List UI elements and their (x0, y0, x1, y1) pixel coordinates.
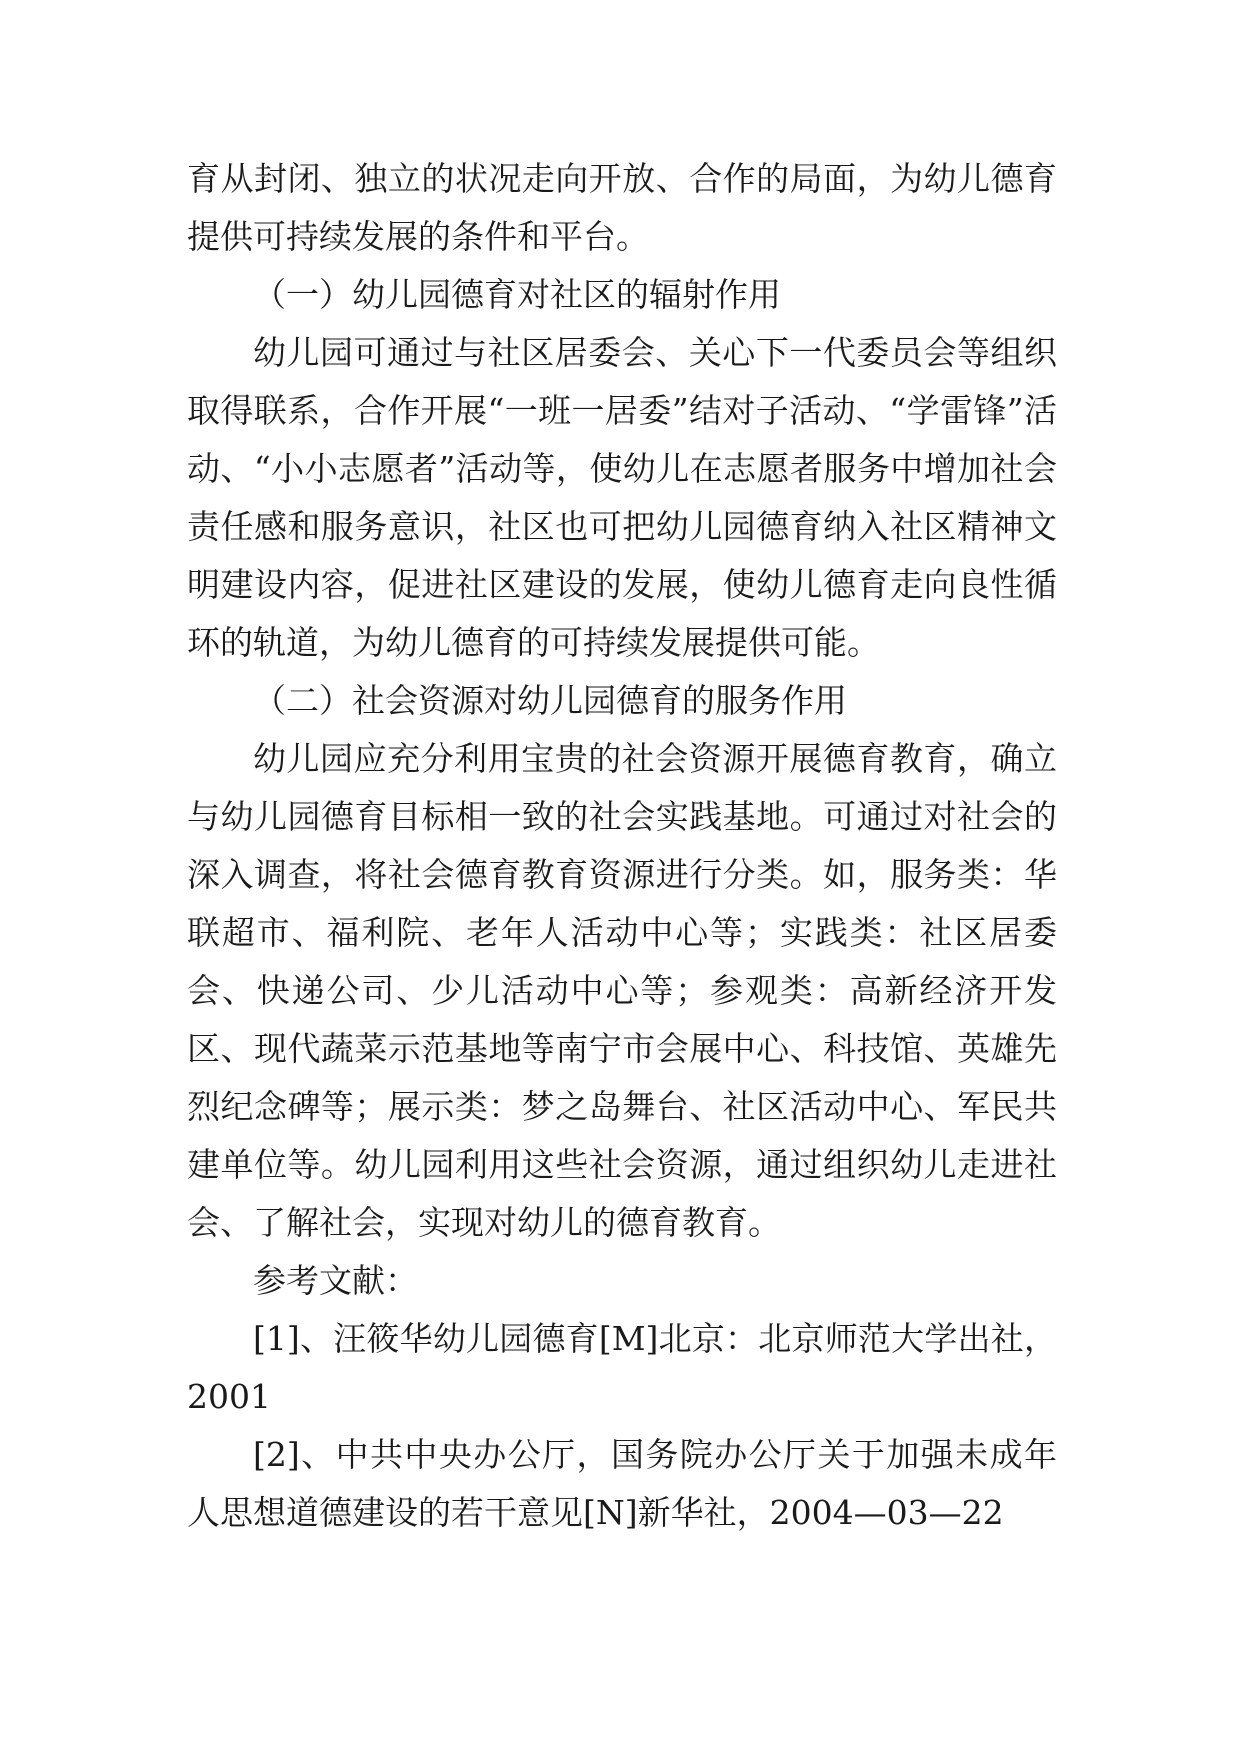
paragraph-social-resources: 幼儿园应充分利用宝贵的社会资源开展德育教育，确立与幼儿园德育目标相一致的社会实践基地。可通过对社会的深入调查，将社会德育教育资源进行分类。如，服务类：华联超市、福利院、老年人活动中心等；实践类：社区居委会、快递公司、少儿活动中心等；参观类：高新经济开发区、现代蔬菜示范基地等南宁市会展中心、科技馆、英雄先烈纪念碑等；展示类：梦之岛舞台、社区活动中心、军民共建单位等。幼儿园利用这些社会资源，通过组织幼儿走进社会、了解社会，实现对幼儿的德育教育。 (187, 739, 1057, 1242)
section-heading-1: （一）幼儿园德育对社区的辐射作用 (253, 275, 781, 314)
references-heading: 参考文献： (253, 1261, 418, 1300)
section-heading-2: （二）社会资源对幼儿园德育的服务作用 (253, 681, 847, 720)
reference-item-1: [1]、汪筱华幼儿园德育[M]北京：北京师范大学出社，2001 (187, 1319, 1057, 1416)
document-page (187, 150, 1057, 1542)
reference-item-2: [2]、中共中央办公厅，国务院办公厅关于加强未成年人思想道德建设的若干意见[N]新华社，2004—03—22 (187, 1435, 1057, 1532)
paragraph-community-radiation: 幼儿园可通过与社区居委会、关心下一代委员会等组织取得联系，合作开展“一班一居委”结对子活动、“学雷锋”活动、“小小志愿者”活动等，使幼儿在志愿者服务中增加社会责任感和服务意识，社区也可把幼儿园德育纳入社区精神文明建设内容，促进社区建设的发展，使幼儿德育走向良性循环的轨道，为幼儿德育的可持续发展提供可能。 (187, 333, 1057, 662)
paragraph-continuation: 育从封闭、独立的状况走向开放、合作的局面，为幼儿德育提供可持续发展的条件和平台。 (187, 159, 1057, 256)
